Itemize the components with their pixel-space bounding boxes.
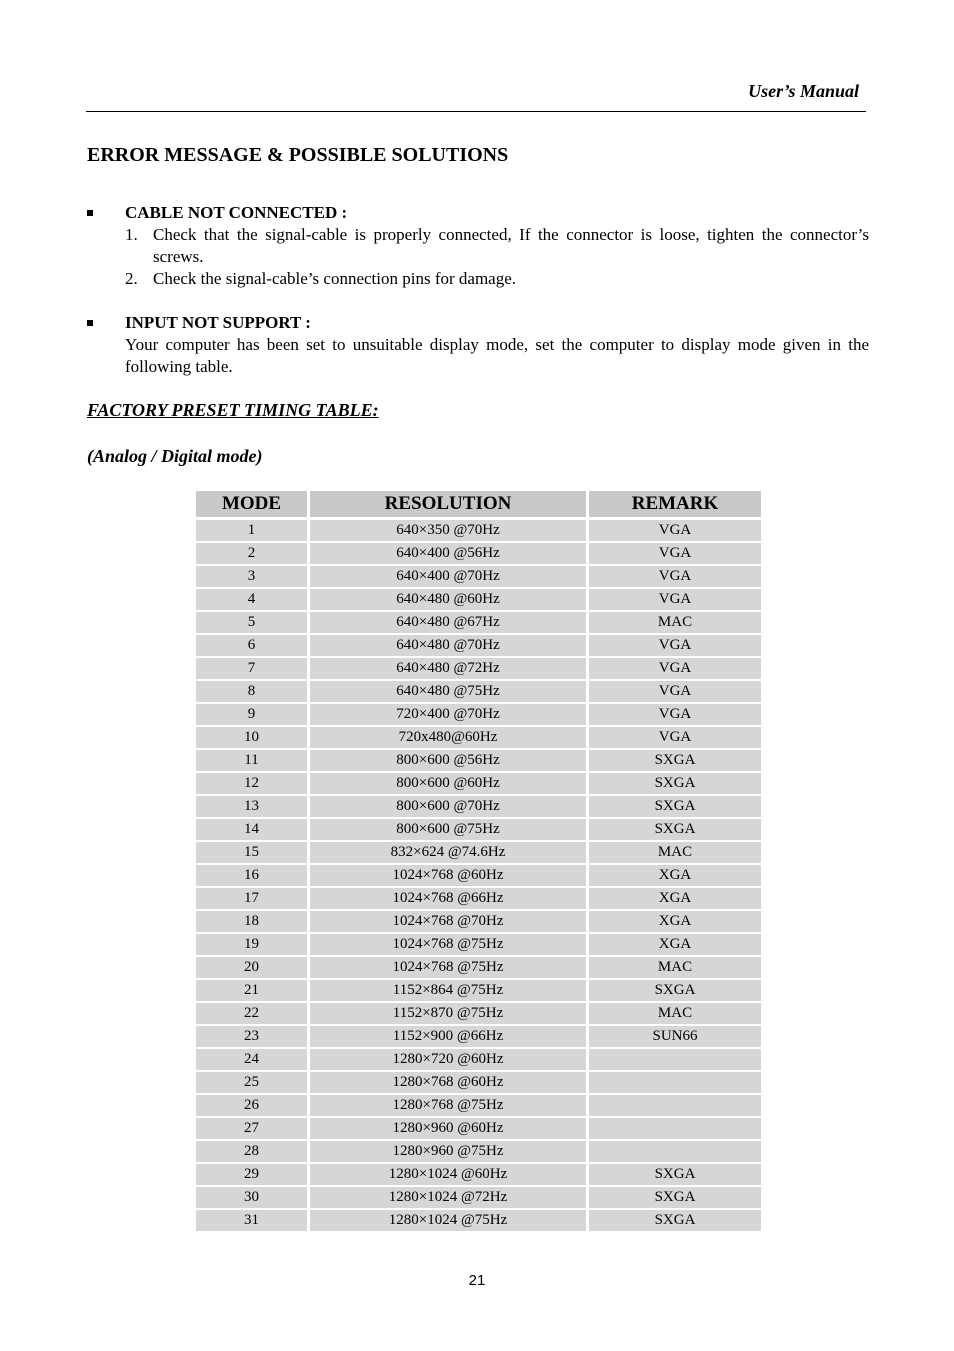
square-bullet-icon: [87, 320, 93, 326]
cell-resolution: 640×480 @75Hz: [310, 681, 586, 704]
cable-solution-list: [87, 224, 869, 290]
cell-resolution: 1152×864 @75Hz: [310, 980, 586, 1003]
cell-mode: 18: [196, 911, 307, 934]
cell-remark: SXGA: [589, 796, 761, 819]
table-row: [196, 911, 761, 934]
cell-mode: 14: [196, 819, 307, 842]
cell-resolution: 640×400 @56Hz: [310, 543, 586, 566]
cell-remark: XGA: [589, 865, 761, 888]
cell-mode: 15: [196, 842, 307, 865]
cell-remark: [589, 1118, 761, 1141]
cell-remark: [589, 1049, 761, 1072]
cell-remark: VGA: [589, 566, 761, 589]
table-row: [196, 612, 761, 635]
cell-resolution: 1280×768 @60Hz: [310, 1072, 586, 1095]
cell-resolution: 1152×900 @66Hz: [310, 1026, 586, 1049]
cell-resolution: 800×600 @70Hz: [310, 796, 586, 819]
table-row: [196, 1141, 761, 1164]
table-row: [196, 750, 761, 773]
cell-remark: SUN66: [589, 1026, 761, 1049]
input-title: INPUT NOT SUPPORT :: [125, 313, 311, 332]
cell-resolution: 1280×1024 @60Hz: [310, 1164, 586, 1187]
cell-remark: XGA: [589, 934, 761, 957]
table-row: [196, 658, 761, 681]
cell-remark: SXGA: [589, 1164, 761, 1187]
table-row: [196, 1072, 761, 1095]
input-not-support-block: [87, 312, 869, 378]
cell-resolution: 800×600 @60Hz: [310, 773, 586, 796]
input-description: Your computer has been set to unsuitable display mode, set the computer to display mode given in the following table.: [125, 335, 869, 376]
cell-remark: VGA: [589, 658, 761, 681]
cell-remark: XGA: [589, 888, 761, 911]
page-number: 21: [468, 1272, 486, 1289]
cell-mode: 2: [196, 543, 307, 566]
cell-resolution: 800×600 @56Hz: [310, 750, 586, 773]
cell-resolution: 1024×768 @60Hz: [310, 865, 586, 888]
header-rule: [86, 111, 866, 112]
cell-resolution: 720x480@60Hz: [310, 727, 586, 750]
table-row: [196, 1164, 761, 1187]
cell-mode: 27: [196, 1118, 307, 1141]
table-row: [196, 1187, 761, 1210]
table-row: [196, 888, 761, 911]
table-row: [196, 980, 761, 1003]
table-row: [196, 704, 761, 727]
cell-remark: XGA: [589, 911, 761, 934]
cell-resolution: 640×480 @70Hz: [310, 635, 586, 658]
cell-resolution: 1024×768 @75Hz: [310, 957, 586, 980]
cell-resolution: 640×480 @60Hz: [310, 589, 586, 612]
section-title: ERROR MESSAGE & POSSIBLE SOLUTIONS: [87, 144, 509, 166]
cell-resolution: 640×350 @70Hz: [310, 520, 586, 543]
column-header-remark: REMARK: [589, 491, 761, 520]
table-row: [196, 635, 761, 658]
table-row: [196, 1095, 761, 1118]
cell-remark: [589, 1141, 761, 1164]
cell-mode: 19: [196, 934, 307, 957]
table-row: [196, 1003, 761, 1026]
table-row: [196, 1049, 761, 1072]
table-row: [196, 934, 761, 957]
table-row: [196, 1026, 761, 1049]
cell-remark: SXGA: [589, 819, 761, 842]
cell-remark: VGA: [589, 681, 761, 704]
timing-table-body: [196, 520, 761, 1233]
cable-title: CABLE NOT CONNECTED :: [125, 203, 348, 222]
cell-resolution: 1024×768 @75Hz: [310, 934, 586, 957]
cell-remark: VGA: [589, 727, 761, 750]
cell-mode: 29: [196, 1164, 307, 1187]
table-row: [196, 566, 761, 589]
cell-mode: 24: [196, 1049, 307, 1072]
cell-remark: MAC: [589, 842, 761, 865]
list-item-text: Check that the signal-cable is properly connected, If the connector is loose, tighten the connector’s screws.: [153, 225, 869, 266]
cell-mode: 16: [196, 865, 307, 888]
cell-mode: 6: [196, 635, 307, 658]
cell-resolution: 640×480 @67Hz: [310, 612, 586, 635]
cell-mode: 3: [196, 566, 307, 589]
cell-mode: 30: [196, 1187, 307, 1210]
cell-remark: VGA: [589, 635, 761, 658]
cell-remark: VGA: [589, 520, 761, 543]
cell-resolution: 1280×1024 @75Hz: [310, 1210, 586, 1233]
cell-mode: 8: [196, 681, 307, 704]
cell-remark: VGA: [589, 704, 761, 727]
list-item: [125, 224, 869, 268]
table-row: [196, 865, 761, 888]
cell-remark: SXGA: [589, 1187, 761, 1210]
cell-mode: 4: [196, 589, 307, 612]
cell-resolution: 1152×870 @75Hz: [310, 1003, 586, 1026]
list-item-number: 2.: [125, 269, 138, 288]
header-title: User’s Manual: [748, 81, 859, 101]
table-row: [196, 819, 761, 842]
table-row: [196, 727, 761, 750]
cell-resolution: 1024×768 @70Hz: [310, 911, 586, 934]
cell-mode: 10: [196, 727, 307, 750]
cell-mode: 20: [196, 957, 307, 980]
timing-table: [193, 491, 764, 1233]
cell-resolution: 800×600 @75Hz: [310, 819, 586, 842]
cell-mode: 1: [196, 520, 307, 543]
cell-mode: 7: [196, 658, 307, 681]
cell-remark: VGA: [589, 589, 761, 612]
cable-not-connected-block: [87, 202, 869, 290]
table-row: [196, 589, 761, 612]
cell-remark: [589, 1072, 761, 1095]
table-row: [196, 957, 761, 980]
table-row: [196, 1210, 761, 1233]
cell-mode: 25: [196, 1072, 307, 1095]
cell-remark: VGA: [589, 543, 761, 566]
list-item-text: Check the signal-cable’s connection pins for damage.: [153, 269, 517, 288]
cell-mode: 22: [196, 1003, 307, 1026]
cell-remark: SXGA: [589, 773, 761, 796]
cell-remark: MAC: [589, 612, 761, 635]
table-row: [196, 543, 761, 566]
cell-mode: 9: [196, 704, 307, 727]
column-header-resolution: RESOLUTION: [310, 491, 586, 520]
cell-resolution: 1280×768 @75Hz: [310, 1095, 586, 1118]
square-bullet-icon: [87, 210, 93, 216]
cell-mode: 11: [196, 750, 307, 773]
cell-mode: 5: [196, 612, 307, 635]
cell-remark: SXGA: [589, 750, 761, 773]
cell-mode: 28: [196, 1141, 307, 1164]
cell-resolution: 1280×960 @60Hz: [310, 1118, 586, 1141]
cell-resolution: 832×624 @74.6Hz: [310, 842, 586, 865]
cell-mode: 26: [196, 1095, 307, 1118]
cell-mode: 12: [196, 773, 307, 796]
cell-remark: SXGA: [589, 1210, 761, 1233]
cell-resolution: 640×480 @72Hz: [310, 658, 586, 681]
table-row: [196, 520, 761, 543]
cell-resolution: 1280×960 @75Hz: [310, 1141, 586, 1164]
cell-mode: 13: [196, 796, 307, 819]
factory-preset-title: FACTORY PRESET TIMING TABLE:: [87, 400, 379, 420]
table-header-row: [196, 491, 761, 520]
table-row: [196, 681, 761, 704]
list-item-number: 1.: [125, 225, 138, 244]
cell-remark: [589, 1095, 761, 1118]
cell-resolution: 1280×720 @60Hz: [310, 1049, 586, 1072]
cell-mode: 21: [196, 980, 307, 1003]
cell-resolution: 640×400 @70Hz: [310, 566, 586, 589]
table-row: [196, 842, 761, 865]
cell-mode: 23: [196, 1026, 307, 1049]
cell-mode: 31: [196, 1210, 307, 1233]
cell-resolution: 720×400 @70Hz: [310, 704, 586, 727]
cell-resolution: 1024×768 @66Hz: [310, 888, 586, 911]
cell-remark: SXGA: [589, 980, 761, 1003]
column-header-mode: MODE: [196, 491, 307, 520]
cell-mode: 17: [196, 888, 307, 911]
list-item: [125, 268, 869, 290]
cell-resolution: 1280×1024 @72Hz: [310, 1187, 586, 1210]
table-row: [196, 796, 761, 819]
cell-remark: MAC: [589, 1003, 761, 1026]
mode-subtitle: (Analog / Digital mode): [87, 446, 263, 466]
table-row: [196, 773, 761, 796]
cell-remark: MAC: [589, 957, 761, 980]
table-row: [196, 1118, 761, 1141]
